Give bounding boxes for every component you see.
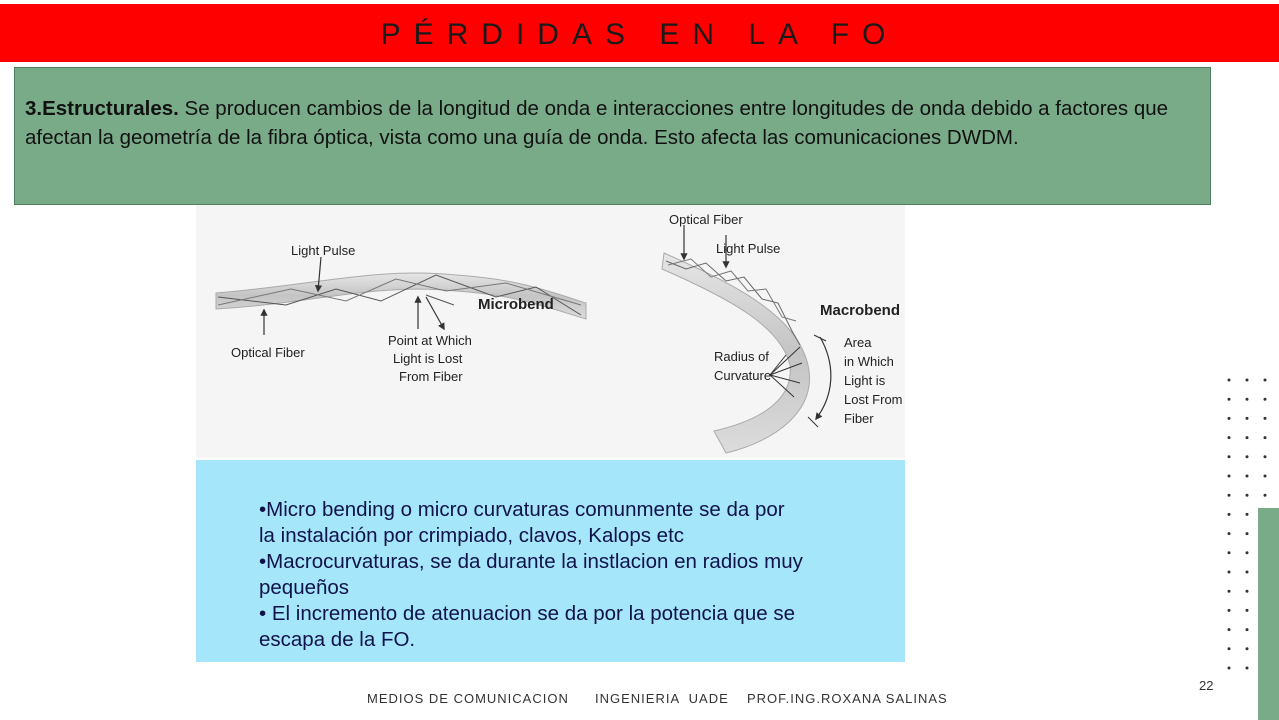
decorative-dot: [1228, 417, 1231, 420]
decorative-dot: [1246, 398, 1249, 401]
decorative-dot: [1246, 436, 1249, 439]
macrobend-title: Macrobend: [820, 302, 901, 319]
macrobend-optical-fiber-label: Optical Fiber: [669, 212, 743, 227]
decorative-dot: [1228, 455, 1231, 458]
decorative-dot: [1246, 609, 1249, 612]
decorative-dot: [1264, 455, 1267, 458]
footer-course: MEDIOS DE COMUNICACION: [367, 691, 569, 706]
fiber-bend-diagram: [196, 205, 905, 458]
decorative-dot: [1264, 417, 1267, 420]
decorative-dot: [1228, 667, 1231, 670]
macrobend-radius-label-2: Curvature: [714, 368, 772, 383]
notes-line-5: • El incremento de atenuacion se da por la potencia que se: [259, 602, 795, 625]
macrobend-radius-label-1: Radius of: [714, 349, 769, 364]
page-number: 22: [1199, 678, 1214, 693]
notes-line-4: pequeños: [259, 576, 350, 599]
microbend-light-pulse-label: Light Pulse: [291, 243, 356, 258]
definition-body: Se producen cambios de la longitud de onda e interacciones entre longitudes de onda debido a factores que afectan la geometría de la fibra óptica, vista como una guía de onda. Esto afecta las comunicaciones DWDM.: [25, 97, 1169, 149]
decorative-dot: [1246, 494, 1249, 497]
decorative-dot: [1228, 532, 1231, 535]
decorative-dot: [1246, 628, 1249, 631]
decorative-dot: [1264, 398, 1267, 401]
notes-line-6: escapa de la FO.: [259, 628, 416, 651]
decorative-dot: [1228, 609, 1231, 612]
decorative-dot: [1228, 571, 1231, 574]
microbend-title: Microbend: [478, 296, 554, 313]
decorative-dot: [1246, 379, 1249, 382]
decorative-dot: [1228, 475, 1231, 478]
decorative-dot: [1228, 494, 1231, 497]
decorative-dot: [1246, 475, 1249, 478]
decorative-dot: [1246, 551, 1249, 554]
macrobend-area-label-5: Fiber: [844, 411, 874, 426]
decorative-green-strip: [1258, 508, 1279, 720]
footer-school: INGENIERIA UADE: [595, 691, 729, 706]
slide-title: PÉRDIDAS EN LA FO: [380, 18, 899, 51]
decorative-dot: [1264, 494, 1267, 497]
notes-line-2: la instalación por crimpiado, clavos, Kalops etc: [259, 524, 685, 547]
decorative-dot: [1246, 647, 1249, 650]
microbend-point-label-1: Point at Which: [388, 333, 472, 348]
microbend-optical-fiber-label: Optical Fiber: [231, 345, 305, 360]
decorative-dot: [1228, 551, 1231, 554]
notes-line-3: •Macrocurvaturas, se da durante la instlacion en radios muy: [259, 550, 803, 573]
footer-professor: PROF.ING.ROXANA SALINAS: [747, 691, 948, 706]
decorative-dot: [1228, 647, 1231, 650]
decorative-dot: [1264, 436, 1267, 439]
decorative-dot: [1228, 628, 1231, 631]
notes-line-1: •Micro bending o micro curvaturas comunmente se da por: [259, 498, 785, 521]
decorative-dot: [1264, 475, 1267, 478]
decorative-dot: [1228, 398, 1231, 401]
notes-text: [259, 497, 899, 653]
macrobend-light-pulse-label: Light Pulse: [716, 241, 781, 256]
definition-text: [25, 94, 1205, 152]
definition-heading: 3.Estructurales.: [25, 97, 179, 120]
decorative-dot: [1246, 571, 1249, 574]
macrobend-area-label-2: in Which: [844, 354, 894, 369]
decorative-dot: [1246, 532, 1249, 535]
decorative-dot: [1246, 590, 1249, 593]
decorative-dot: [1246, 667, 1249, 670]
macrobend-area-label-3: Light is: [844, 373, 886, 388]
macrobend-area-label-4: Lost From: [844, 392, 903, 407]
decorative-dot: [1246, 513, 1249, 516]
decorative-dot: [1246, 417, 1249, 420]
decorative-dot: [1228, 590, 1231, 593]
macrobend-area-label-1: Area: [844, 335, 872, 350]
decorative-dot: [1228, 513, 1231, 516]
definition-box: [14, 67, 1211, 205]
microbend-point-label-3: From Fiber: [399, 369, 463, 384]
decorative-dot: [1246, 455, 1249, 458]
microbend-point-label-2: Light is Lost: [393, 351, 463, 366]
decorative-dot: [1228, 379, 1231, 382]
decorative-dot: [1228, 436, 1231, 439]
decorative-dot: [1264, 379, 1267, 382]
fiber-bend-svg: [196, 205, 905, 458]
notes-box: [196, 460, 905, 662]
